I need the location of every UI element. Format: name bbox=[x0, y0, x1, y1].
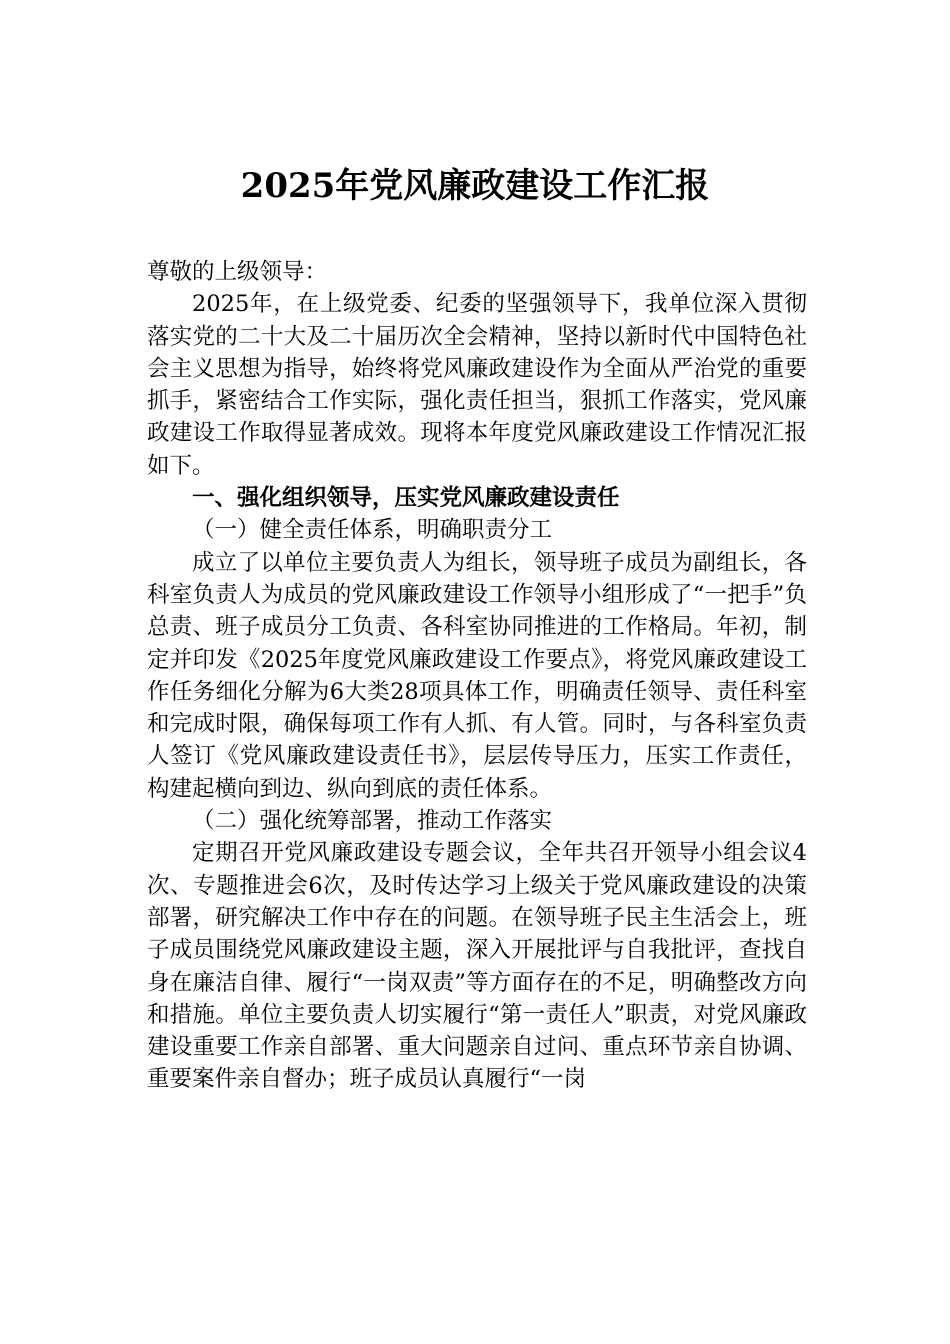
subsection-body-1: 成立了以单位主要负责人为组长，领导班子成员为副组长，各科室负责人为成员的党风廉政建设工作领导小组形成了“一把手”负总责、班子成员分工负责、各科室协同推进的工作格局。年初，制定并印发《2025年度党风廉政建设工作要点》，将党风廉政建设工作任务细化分解为6大类28项具体工作，明确责任领导、责任科室和完成时限，确保每项工作有人抓、有人管。同时，与各科室负责人签订《党风廉政建设责任书》，层层传导压力，压实工作责任，构建起横向到边、纵向到底的责任体系。 bbox=[147, 549, 807, 802]
section-heading-1: 一、强化组织领导，压实党风廉政建设责任 bbox=[192, 485, 620, 512]
document-body bbox=[147, 256, 807, 1096]
subsection-heading-2: （二）强化统筹部署，推动工作落实 bbox=[192, 808, 553, 835]
intro-paragraph: 2025年，在上级党委、纪委的坚强领导下，我单位深入贯彻落实党的二十大及二十届历次全会精神，坚持以新时代中国特色社会主义思想为指导，始终将党风廉政建设作为全面从严治党的重要抓手，紧密结合工作实际，强化责任担当，狠抓工作落实，党风廉政建设工作取得显著成效。现将本年度党风廉政建设工作情况汇报如下。 bbox=[147, 291, 807, 479]
subsection-heading-1: （一）健全责任体系，明确职责分工 bbox=[192, 517, 553, 544]
document-title: 2025年党风廉政建设工作汇报 bbox=[240, 166, 710, 206]
salutation: 尊敬的上级领导： bbox=[147, 259, 328, 285]
subsection-body-2: 定期召开党风廉政建设专题会议，全年共召开领导小组会议4次、专题推进会6次，及时传达学习上级关于党风廉政建设的决策部署，研究解决工作中存在的问题。在领导班子民主生活会上，班子成员围绕党风廉政建设主题，深入开展批评与自我批评，查找自身在廉洁自律、履行“一岗双责”等方面存在的不足，明确整改方向和措施。单位主要负责人切实履行“第一责任人”职责，对党风廉政建设重要工作亲自部署、重大问题亲自过问、重点环节亲自协调、重要案件亲自督办；班子成员认真履行“一岗 bbox=[147, 840, 807, 1093]
